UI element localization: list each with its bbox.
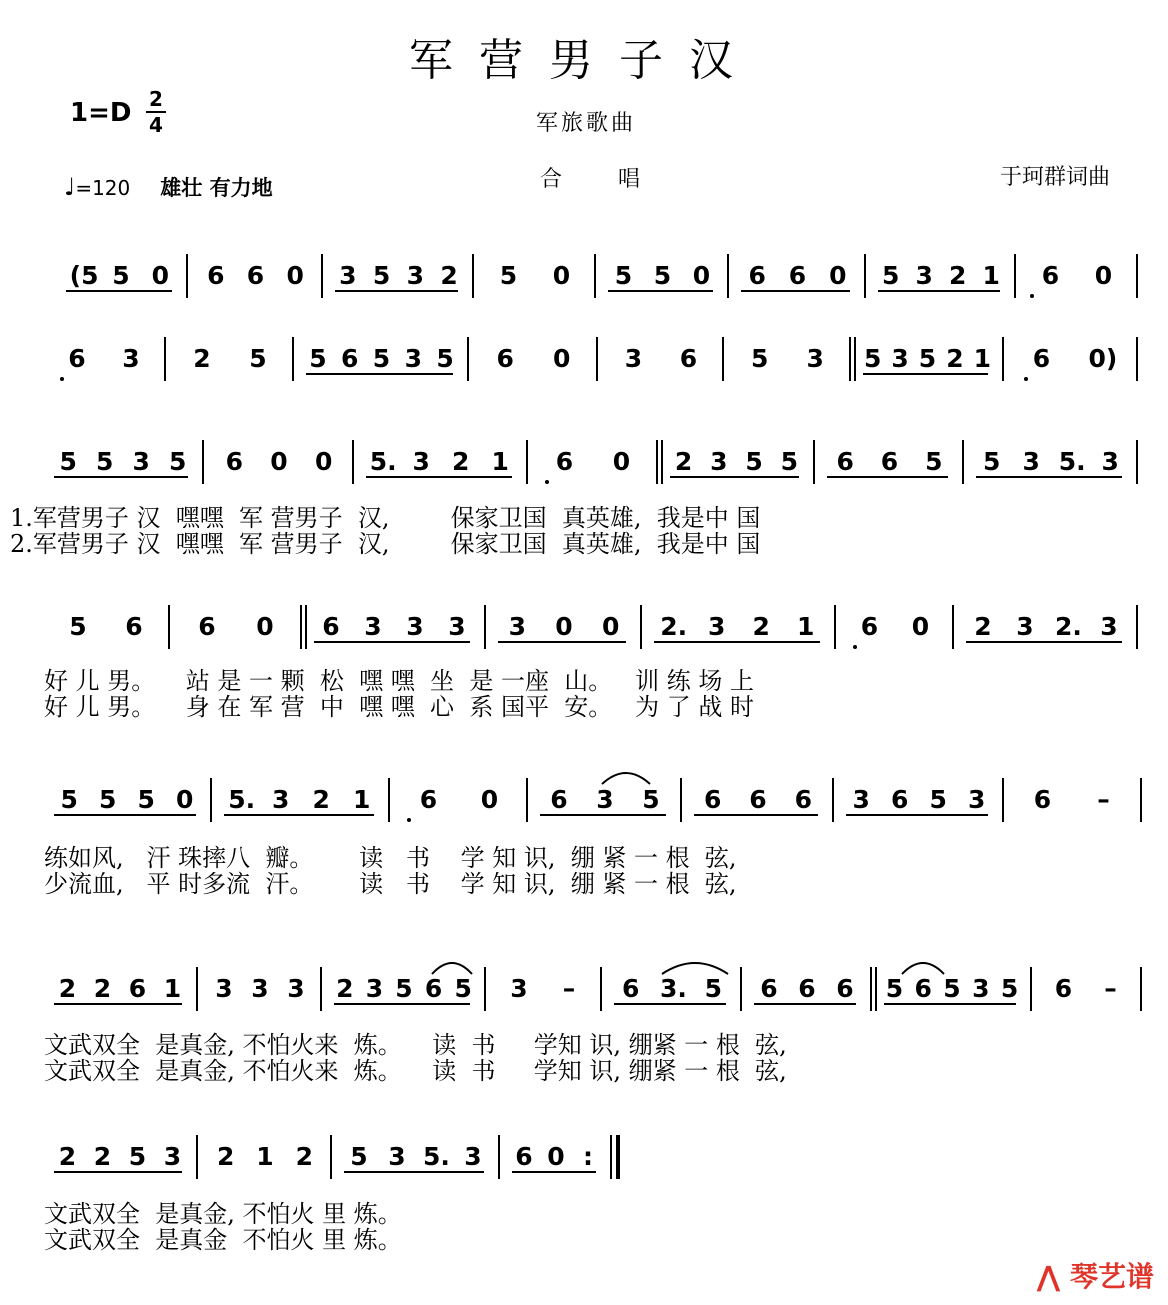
note: 1 [973, 344, 991, 373]
note: 0 [692, 261, 711, 290]
barline [962, 440, 964, 484]
note: 1 [797, 612, 815, 641]
barline [467, 337, 469, 381]
lyric-line: 文武双全 是真金, 不怕火来 炼。 读 书 学知 识, 绷紧 一 根 弦, [44, 1031, 787, 1059]
note: 5 [395, 974, 413, 1003]
barline [1140, 778, 1142, 822]
note: 6 [914, 974, 932, 1003]
note: 5 [499, 261, 518, 290]
note: 6 [68, 344, 86, 373]
barline [849, 337, 851, 381]
expression-marking: 雄壮 有力地 [160, 176, 273, 200]
barline [526, 778, 528, 822]
note: 3 [365, 974, 384, 1003]
beam [344, 1171, 484, 1173]
lyric-line: 练如风, 汗 珠摔八 瓣。 读 书 学 知 识, 绷 紧 一 根 弦, [44, 844, 737, 872]
beam [614, 1003, 726, 1005]
note: – [562, 974, 576, 1003]
note: 3 [364, 612, 382, 641]
note: 3 [1101, 447, 1119, 476]
barline [600, 967, 602, 1011]
note: 2 [440, 261, 458, 290]
note: 0 [270, 447, 288, 476]
beam [66, 290, 172, 292]
note: 3 [710, 447, 728, 476]
octave-dot [1024, 377, 1028, 381]
note: 3 [412, 447, 430, 476]
song-title: 军营男子汉 [409, 35, 759, 86]
note: 5 [59, 447, 77, 476]
note: 0 [829, 261, 847, 290]
barline [210, 778, 212, 822]
note: 6 [1041, 261, 1060, 290]
beam [863, 373, 988, 375]
note: 0 [552, 261, 571, 290]
barline [300, 605, 302, 649]
note: 5 [704, 974, 723, 1003]
note: 2. [1055, 612, 1082, 641]
note: 2 [946, 344, 964, 373]
note: 6 [760, 974, 778, 1003]
note: 5 [918, 344, 937, 373]
note: 3 [806, 344, 824, 373]
note: 5 [454, 974, 472, 1003]
note: 3 [132, 447, 150, 476]
note: 0 [1094, 261, 1113, 290]
beam [498, 641, 626, 643]
note: 2 [216, 1142, 235, 1171]
beam [54, 1171, 182, 1173]
barline [834, 605, 836, 649]
note: 3 [968, 785, 986, 814]
lyric-line: 文武双全 是真金, 不怕火来 炼。 读 书 学知 识, 绷紧 一 根 弦, [44, 1057, 787, 1085]
note: 5 [863, 344, 882, 373]
note: 3 [448, 612, 466, 641]
key-signature: 1=D [70, 98, 132, 128]
note: 6 [794, 785, 813, 814]
note: 6 [836, 974, 854, 1003]
note: 3 [406, 261, 425, 290]
watermark-logo [1037, 1255, 1154, 1295]
note: 3 [122, 344, 140, 373]
note: 3 [1016, 612, 1034, 641]
lyric-line: 2.军营男子 汉 嘿嘿 军 营男子 汉, 保家卫国 真英雄, 我是中 国 [10, 530, 761, 558]
beam [54, 814, 196, 816]
note: 6 [419, 785, 438, 814]
barline [1136, 605, 1138, 649]
note: 3 [464, 1142, 482, 1171]
note: : [583, 1142, 593, 1171]
note: 2 [974, 612, 992, 641]
note: 6 [788, 261, 807, 290]
note: 3 [915, 261, 933, 290]
barline [680, 778, 682, 822]
beam [976, 476, 1122, 478]
note: – [1097, 785, 1110, 814]
note: 6 [749, 785, 767, 814]
note: 5. [369, 447, 397, 476]
note: 2 [93, 974, 112, 1003]
barline [472, 254, 474, 298]
note: 3 [404, 344, 422, 373]
note: 5 [436, 344, 454, 373]
note: 5. [1058, 447, 1086, 476]
note: 6 [679, 344, 698, 373]
note: 5 [169, 447, 187, 476]
note: 5 [99, 785, 117, 814]
note: 0 [547, 1142, 565, 1171]
barline [740, 967, 742, 1011]
note: 6 [128, 974, 147, 1003]
note: 2 [193, 344, 211, 373]
beam [314, 641, 470, 643]
barline [596, 337, 598, 381]
note: 3 [388, 1142, 406, 1171]
note: 5 [885, 974, 904, 1003]
note: 5 [128, 1142, 147, 1171]
note: 2 [949, 261, 967, 290]
barline [813, 440, 815, 484]
slur [660, 958, 730, 976]
barline [610, 1135, 612, 1179]
note: 5 [1000, 974, 1019, 1003]
note: 5 [943, 974, 961, 1003]
barline [196, 967, 198, 1011]
note: 5 [372, 261, 391, 290]
barline [864, 254, 866, 298]
note: 5 [642, 785, 660, 814]
note: 6 [198, 612, 216, 641]
note: 6 [424, 974, 443, 1003]
note: 6 [496, 344, 514, 373]
note: 0 [553, 344, 571, 373]
note: 3 [272, 785, 290, 814]
barline [1136, 254, 1138, 298]
note: 2 [295, 1142, 314, 1171]
beam [54, 1003, 182, 1005]
note: 6 [340, 344, 359, 373]
slur [600, 768, 652, 786]
note: 6 [322, 612, 340, 641]
lyric-line: 1.军营男子 汉 嘿嘿 军 营男子 汉, 保家卫国 真英雄, 我是中 国 [10, 504, 761, 532]
barline [352, 440, 354, 484]
barline [168, 605, 170, 649]
barline [1140, 967, 1142, 1011]
barline [640, 605, 642, 649]
beam [754, 1003, 856, 1005]
beam [846, 814, 988, 816]
note: 5 [249, 344, 267, 373]
barline [164, 337, 166, 381]
note: 3 [1022, 447, 1040, 476]
beam [306, 373, 453, 375]
beam [54, 476, 188, 478]
beam [512, 1171, 596, 1173]
octave-dot [853, 645, 857, 649]
beam [694, 814, 818, 816]
note: 1 [353, 785, 371, 814]
note: 6 [748, 261, 766, 290]
note: 3 [163, 1142, 182, 1171]
beam [608, 290, 713, 292]
watermark-text: 琴艺谱 [1069, 1260, 1154, 1293]
barline [305, 605, 307, 649]
note: 5 [372, 344, 391, 373]
note: 3 [708, 612, 726, 641]
note: 0) [1088, 344, 1118, 373]
lyric-line: 少流血, 平 时多流 汗。 读 书 学 知 识, 绷 紧 一 根 弦, [44, 870, 737, 898]
barline [722, 337, 724, 381]
note: 0 [555, 612, 573, 641]
barline [320, 967, 322, 1011]
note: 6 [1033, 785, 1052, 814]
quarter-note-icon: ♩ [64, 173, 76, 201]
octave-dot [407, 818, 411, 822]
beam [366, 476, 512, 478]
lyric-line: 文武双全 是真金, 不怕火 里 炼。 [44, 1200, 402, 1228]
logo-icon: ⋀ [1036, 1260, 1070, 1293]
note: (5 [69, 261, 99, 290]
note: 1 [982, 261, 1000, 290]
barline [330, 1135, 332, 1179]
note: 3 [406, 612, 424, 641]
beam [878, 290, 1000, 292]
note: 5 [745, 447, 763, 476]
octave-dot [1030, 294, 1034, 298]
barline [1002, 337, 1004, 381]
note: 5 [925, 447, 943, 476]
note: 6 [880, 447, 899, 476]
note: 2 [752, 612, 770, 641]
note: 0 [314, 447, 333, 476]
barline [1136, 337, 1138, 381]
note: 5 [137, 785, 155, 814]
note: 6 [1054, 974, 1073, 1003]
note: 5 [929, 785, 947, 814]
note: 3 [972, 974, 990, 1003]
note: 3. [660, 974, 687, 1003]
tempo-value: =120 [75, 176, 131, 200]
beam [827, 476, 948, 478]
note: 1 [163, 974, 182, 1003]
note: 5 [350, 1142, 368, 1171]
lyric-line: 好 儿 男。 站 是 一 颗 松 嘿 嘿 坐 是 一座 山。 训 练 场 上 [44, 667, 754, 695]
note: 5 [653, 261, 672, 290]
note: 5. [423, 1142, 450, 1171]
author-credit: 于珂群词曲 [1000, 165, 1111, 190]
note: 2 [58, 974, 77, 1003]
barline [832, 778, 834, 822]
note: 6 [860, 612, 879, 641]
beam [335, 290, 458, 292]
note: 0 [911, 612, 930, 641]
octave-dot [545, 480, 549, 484]
note: 6 [798, 974, 816, 1003]
note: 0 [480, 785, 499, 814]
note: 2 [312, 785, 330, 814]
barline [870, 967, 872, 1011]
beam [654, 641, 820, 643]
note: 6 [550, 785, 568, 814]
barline [854, 337, 856, 381]
barline [656, 440, 658, 484]
note: 5 [780, 447, 799, 476]
barline [292, 337, 294, 381]
beam [540, 814, 666, 816]
note: 5 [614, 261, 633, 290]
beam [884, 1003, 1016, 1005]
barline [1136, 440, 1138, 484]
note: 0 [286, 261, 304, 290]
beam [966, 641, 1122, 643]
barline [526, 440, 528, 484]
note: 6 [1032, 344, 1051, 373]
note: 2. [660, 612, 688, 641]
barline [727, 254, 729, 298]
beam [224, 814, 374, 816]
note: 3 [251, 974, 269, 1003]
note: 2 [336, 974, 354, 1003]
note: 3 [287, 974, 305, 1003]
lyric-line: 文武双全 是真金 不怕火 里 炼。 [44, 1226, 402, 1254]
barline [196, 1135, 198, 1179]
note: 2 [93, 1142, 112, 1171]
note: 3 [510, 974, 528, 1003]
barline [661, 440, 663, 484]
note: 5 [69, 612, 87, 641]
beam [334, 1003, 470, 1005]
final-barline [616, 1135, 620, 1179]
note: 3 [339, 261, 357, 290]
note: 2 [452, 447, 470, 476]
slur [900, 958, 946, 976]
note: 0 [256, 612, 274, 641]
performance-type: 合唱 [540, 167, 697, 192]
note: 3 [596, 785, 614, 814]
time-numerator: 2 [149, 87, 163, 111]
barline [484, 967, 486, 1011]
note: 1 [491, 447, 509, 476]
note: 6 [125, 612, 143, 641]
note: 5 [112, 261, 130, 290]
note: 0 [601, 612, 620, 641]
note: 3 [852, 785, 870, 814]
note: 0 [176, 785, 194, 814]
note: 5 [983, 447, 1001, 476]
barline [388, 778, 390, 822]
barline [1030, 967, 1032, 1011]
barline [186, 254, 188, 298]
note: 6 [703, 785, 722, 814]
beam [670, 476, 799, 478]
note: 5 [60, 785, 78, 814]
barline [321, 254, 323, 298]
note: 5 [96, 447, 114, 476]
barline [594, 254, 596, 298]
note: 5 [882, 261, 900, 290]
note: 6 [891, 785, 909, 814]
time-signature [146, 88, 166, 136]
barline [875, 967, 877, 1011]
note: 6 [555, 447, 574, 476]
barline [952, 605, 954, 649]
note: 3 [891, 344, 909, 373]
barline [1014, 254, 1016, 298]
note: 6 [225, 447, 244, 476]
note: 6 [621, 974, 640, 1003]
barline [498, 1135, 500, 1179]
note: 3 [1100, 612, 1118, 641]
note: 5. [228, 785, 256, 814]
lyric-line: 好 儿 男。 身 在 军 营 中 嘿 嘿 心 系 国平 安。 为 了 战 时 [44, 693, 754, 721]
slur [430, 958, 474, 976]
note: – [1104, 974, 1117, 1003]
note: 0 [612, 447, 631, 476]
tempo-marking [64, 172, 273, 202]
note: 6 [515, 1142, 533, 1171]
octave-dot [60, 377, 64, 381]
barline [484, 605, 486, 649]
note: 3 [508, 612, 527, 641]
note: 1 [256, 1142, 274, 1171]
song-genre: 军旅歌曲 [536, 111, 637, 136]
barline [1002, 778, 1004, 822]
barline [202, 440, 204, 484]
note: 6 [207, 261, 225, 290]
note: 2 [674, 447, 693, 476]
note: 3 [215, 974, 233, 1003]
note: 3 [624, 344, 643, 373]
note: 6 [836, 447, 854, 476]
note: 5 [751, 344, 769, 373]
time-denominator: 4 [149, 113, 163, 137]
note: 2 [58, 1142, 77, 1171]
note: 6 [246, 261, 265, 290]
beam [741, 290, 850, 292]
note: 0 [151, 261, 170, 290]
note: 5 [309, 344, 327, 373]
